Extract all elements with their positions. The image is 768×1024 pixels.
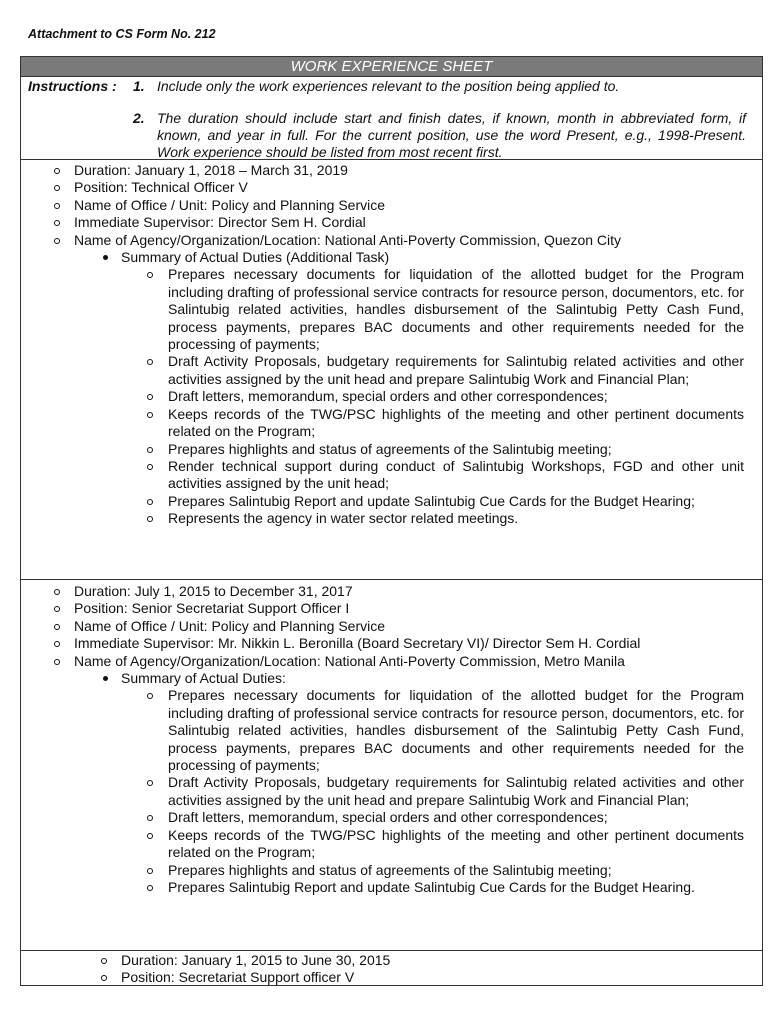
job-entry: [21, 581, 762, 951]
duty-item: Draft letters, memorandum, special orders and other correspondences;: [21, 388, 744, 405]
job-details-list: [21, 162, 762, 249]
duty-item: Render technical support during conduct of Salintubig Workshops, FGD and other unit activities assigned by the unit head;: [21, 458, 744, 493]
duties-list: [21, 687, 762, 896]
job-office: Name of Office / Unit: Policy and Planning Service: [21, 197, 762, 214]
duty-item: Prepares necessary documents for liquidation of the allotted budget for the Program including drafting of professional service contracts for resource person, documentors, etc. for Salintubig related activities, handles disbursement of the Salintubig Petty Cash Fund, process payments, prepares BAC documents and other requirements needed for the processing of payments;: [21, 266, 744, 353]
job-agency: Name of Agency/Organization/Location: National Anti-Poverty Commission, Metro Manila: [21, 653, 762, 670]
duty-item: Draft Activity Proposals, budgetary requirements for Salintubig related activities and other activities assigned by the unit head and prepare Salintubig Work and Financial Plan;: [21, 353, 744, 388]
duty-item: Keeps records of the TWG/PSC highlights of the meeting and other pertinent documents related on the Program;: [21, 827, 744, 862]
job-office: Name of Office / Unit: Policy and Planning Service: [21, 618, 762, 635]
work-experience-sheet: [20, 56, 763, 986]
summary-list: [21, 670, 762, 687]
job-entry: [21, 160, 762, 580]
job-duration: Duration: January 1, 2015 to June 30, 2015: [21, 952, 762, 969]
summary-label: Summary of Actual Duties:: [21, 670, 762, 687]
duty-item: Keeps records of the TWG/PSC highlights of the meeting and other pertinent documents related on the Program;: [21, 406, 744, 441]
instructions-block: [21, 77, 762, 160]
duty-item: Prepares highlights and status of agreements of the Salintubig meeting;: [21, 862, 744, 879]
summary-list: [21, 249, 762, 266]
job-supervisor: Immediate Supervisor: Mr. Nikkin L. Beronilla (Board Secretary VI)/ Director Sem H. Cordial: [21, 635, 762, 652]
sheet-title: WORK EXPERIENCE SHEET: [21, 57, 762, 77]
duty-item: Prepares highlights and status of agreements of the Salintubig meeting;: [21, 441, 744, 458]
duty-item: Prepares necessary documents for liquidation of the allotted budget for the Program including drafting of professional service contracts for resource person, documentors, etc. for Salintubig related activities, handles disbursement of the Salintubig Petty Cash Fund, process payments, prepares BAC documents and other requirements needed for the processing of payments;: [21, 687, 744, 774]
instruction-item: [133, 110, 746, 161]
duties-list: [21, 266, 762, 527]
instruction-number: 1.: [133, 78, 145, 94]
duty-item: Prepares Salintubig Report and update Salintubig Cue Cards for the Budget Hearing;: [21, 493, 744, 510]
instruction-text: Include only the work experiences relevant to the position being applied to.: [157, 78, 620, 94]
instruction-item: [133, 78, 746, 95]
job-details-list: [21, 952, 762, 987]
instruction-text: The duration should include start and finish dates, if known, month in abbreviated form, if known, and year in full. For the current position, use the word Present, e.g., 1998-Present. Work experience should be listed from most recent first.: [157, 110, 746, 160]
job-duration: Duration: July 1, 2015 to December 31, 2017: [21, 583, 762, 600]
summary-label: Summary of Actual Duties (Additional Task): [21, 249, 762, 266]
job-duration: Duration: January 1, 2018 – March 31, 2019: [21, 162, 762, 179]
job-agency: Name of Agency/Organization/Location: National Anti-Poverty Commission, Quezon City: [21, 232, 762, 249]
duty-item: Represents the agency in water sector related meetings.: [21, 510, 744, 527]
duty-item: Draft Activity Proposals, budgetary requirements for Salintubig related activities and other activities assigned by the unit head and prepare Salintubig Work and Financial Plan;: [21, 774, 744, 809]
job-details-list: [21, 583, 762, 670]
duty-item: Draft letters, memorandum, special orders and other correspondences;: [21, 809, 744, 826]
duty-item: Prepares Salintubig Report and update Salintubig Cue Cards for the Budget Hearing.: [21, 879, 744, 896]
job-supervisor: Immediate Supervisor: Director Sem H. Cordial: [21, 214, 762, 231]
job-position: Position: Secretariat Support officer V: [21, 969, 762, 986]
job-position: Position: Technical Officer V: [21, 179, 762, 196]
instructions-label: Instructions :: [28, 78, 117, 94]
instruction-number: 2.: [133, 110, 145, 126]
job-entry: [21, 952, 762, 986]
job-position: Position: Senior Secretariat Support Officer I: [21, 600, 762, 617]
attachment-label: Attachment to CS Form No. 212: [28, 27, 216, 41]
